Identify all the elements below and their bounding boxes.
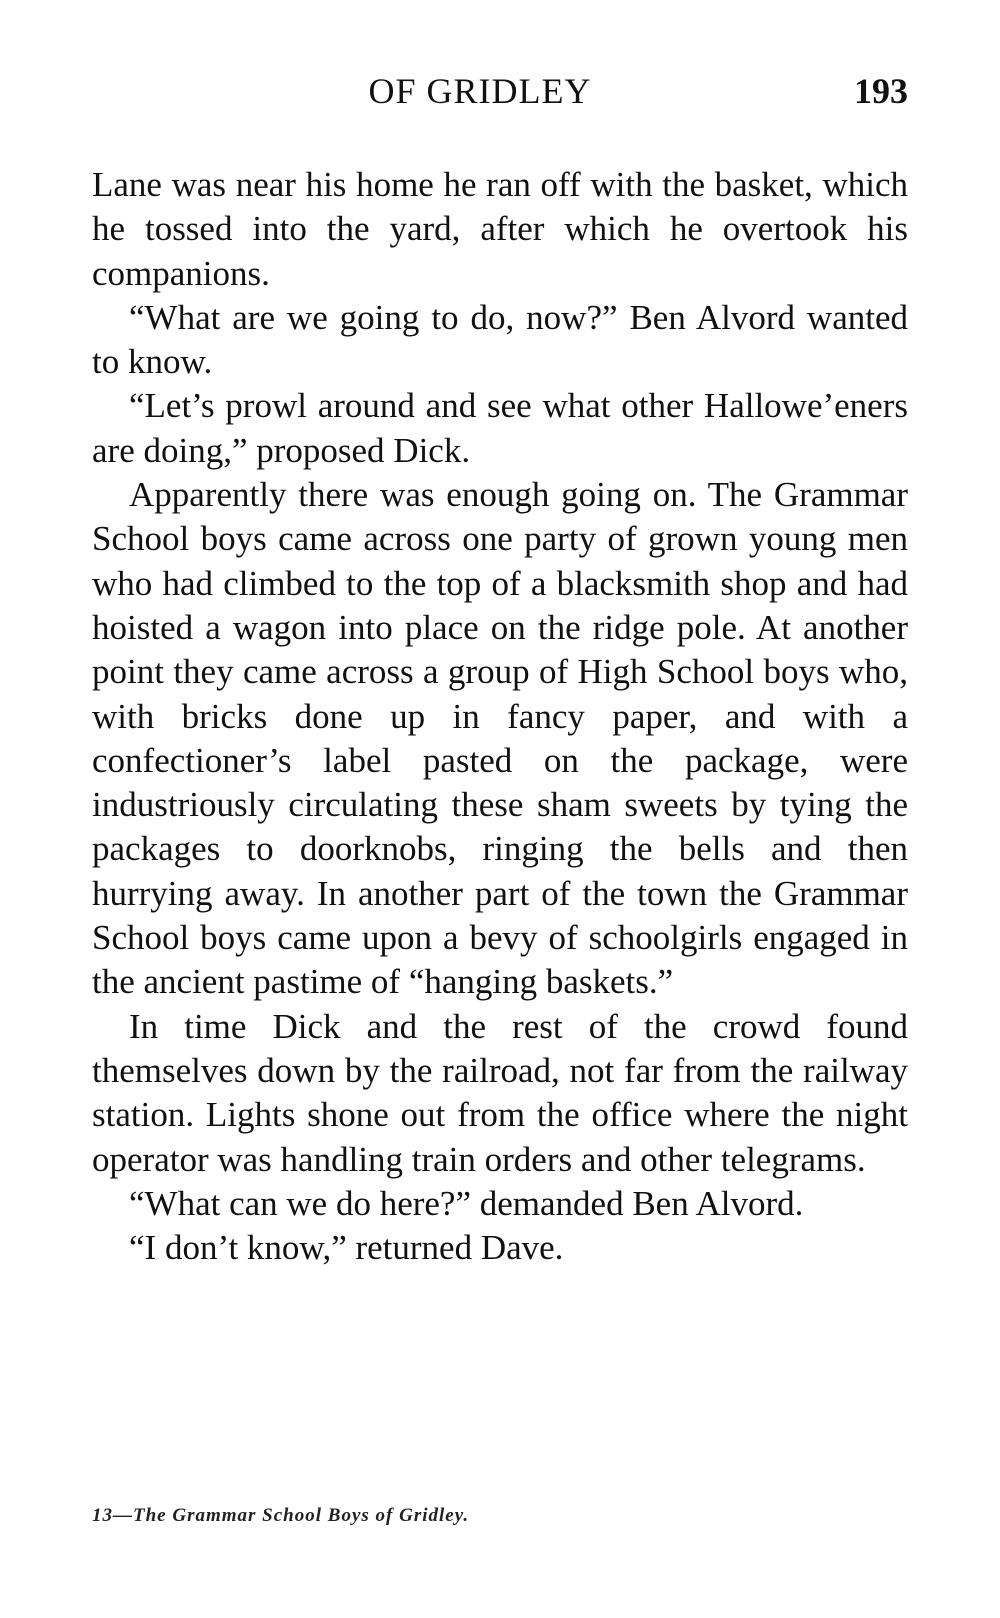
signature-title: —The Grammar School Boys of Gridley. xyxy=(113,1505,470,1526)
running-title: OF GRIDLEY xyxy=(368,71,592,111)
paragraph: “Let’s prowl around and see what other Hallowe’eners are doing,” proposed Dick. xyxy=(92,386,908,470)
paragraph: “What are we going to do, now?” Ben Alvord wanted to know. xyxy=(92,297,908,382)
signature-number: 13 xyxy=(92,1505,113,1526)
paragraph: In time Dick and the rest of the crowd found themselves down by the railroad, not far from the railway station. Lights shone out from the office where the night operator was handling train orders and other telegrams. xyxy=(92,1006,908,1179)
signature-mark xyxy=(92,1505,469,1527)
body-text xyxy=(92,163,908,1270)
page-number: 193 xyxy=(854,71,908,111)
paragraph-continued: Lane was near his home he ran off with the basket, which he tossed into the yard, after which he overtook his companions. xyxy=(92,165,908,293)
paragraph: “I don’t know,” returned Dave. xyxy=(129,1228,564,1268)
running-head xyxy=(92,70,908,122)
paragraph: “What can we do here?” demanded Ben Alvord. xyxy=(129,1183,804,1223)
paragraph: Apparently there was enough going on. The Grammar School boys came across one party of grown young men who had climbed to the top of a blacksmith shop and had hoisted a wagon into place on the ridge pole. At another point they came across a group of High School boys who, with bricks done up in fancy paper, and with a confectioner’s label pasted on the package, were industriously circulating these sham sweets by tying the packages to doorknobs, ringing the bells and then hurrying away. In another part of the town the Grammar School boys came upon a bevy of schoolgirls engaged in the ancient pastime of “hanging baskets.” xyxy=(92,475,908,1002)
